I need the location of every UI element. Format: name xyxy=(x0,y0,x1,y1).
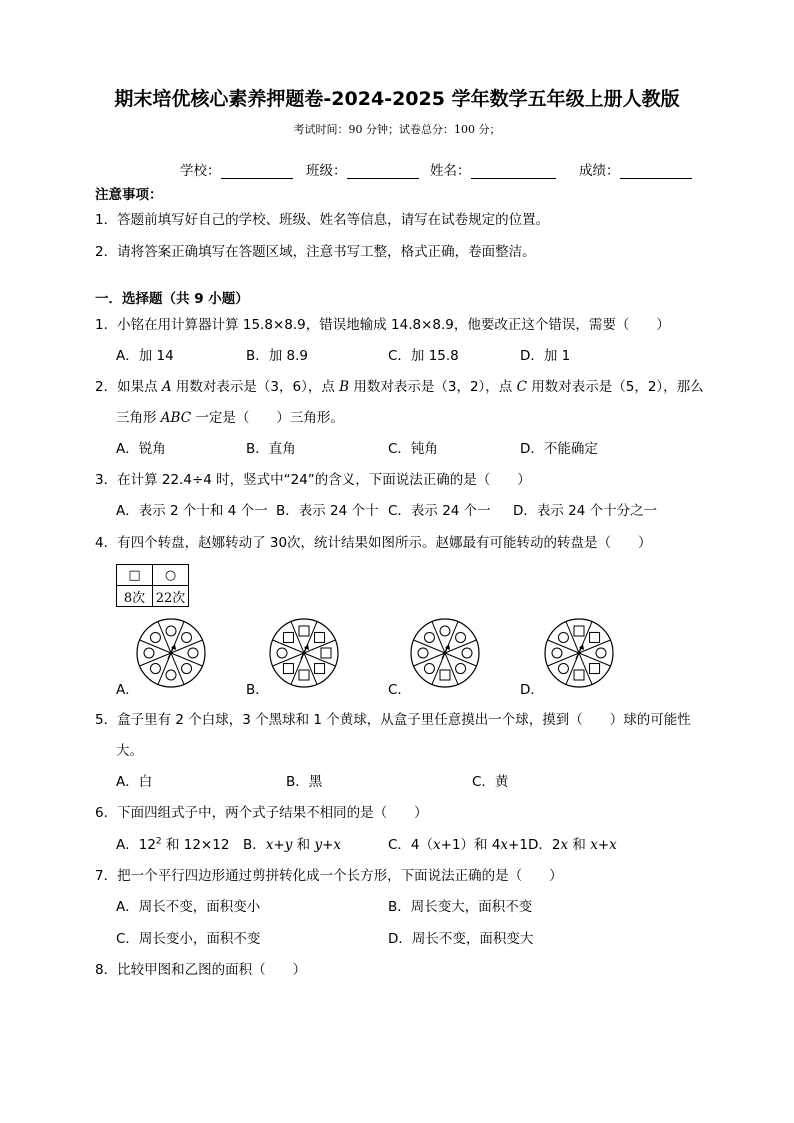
square-icon xyxy=(440,670,450,680)
circle-icon xyxy=(440,626,450,636)
square-icon xyxy=(299,626,309,636)
q6-text: 和 xyxy=(292,837,315,853)
q6-text: + xyxy=(322,837,334,853)
section-heading: 一．选择题（共 9 小题） xyxy=(95,291,249,307)
q2-text: 用数对表示是（3，6），点 xyxy=(171,379,340,395)
q6-text: 和 xyxy=(568,837,591,853)
q2-option-c[interactable]: C．钝角 xyxy=(388,441,438,457)
q4-option-b[interactable]: B． xyxy=(246,682,269,698)
spinner-b xyxy=(269,618,339,688)
q6-var: x xyxy=(433,837,441,853)
school-label: 学校： xyxy=(180,163,221,179)
spinner-a xyxy=(136,618,206,688)
q6-var: y xyxy=(284,837,293,853)
circle-icon xyxy=(424,664,434,674)
q2-option-b[interactable]: B．直角 xyxy=(246,441,296,457)
notice-heading: 注意事项： xyxy=(95,187,163,203)
circle-icon xyxy=(182,664,192,674)
circle-icon: ○ xyxy=(153,565,189,586)
square-count: 8次 xyxy=(117,586,153,607)
q3-option-c[interactable]: C．表示 24 个一 xyxy=(388,503,491,519)
circle-icon xyxy=(166,626,176,636)
q2-text: 一定是（ ）三角形。 xyxy=(191,410,344,426)
name-blank[interactable] xyxy=(471,164,556,179)
circle-icon xyxy=(462,648,472,658)
q6-var: y xyxy=(314,837,323,853)
q2-point-c: C xyxy=(516,379,527,395)
circle-icon xyxy=(596,648,606,658)
q2-point-b: B xyxy=(339,379,350,395)
q8-stem: 8．比较甲图和乙图的面积（ ） xyxy=(95,962,307,978)
circle-icon xyxy=(144,648,154,658)
class-field xyxy=(306,159,419,179)
q1-option-d[interactable]: D．加 1 xyxy=(520,348,571,364)
q7-option-a[interactable]: A．周长不变，面积变小 xyxy=(116,899,261,915)
circle-icon xyxy=(277,648,287,658)
q4-option-c[interactable]: C． xyxy=(388,682,411,698)
q4-option-d[interactable]: D． xyxy=(520,682,544,698)
square-icon xyxy=(283,664,293,674)
square-icon xyxy=(574,670,584,680)
q6-option-a[interactable] xyxy=(116,833,229,853)
q6-text: + xyxy=(273,837,285,853)
q2-option-a[interactable]: A．锐角 xyxy=(116,441,166,457)
circle-icon xyxy=(552,648,562,658)
q3-option-d[interactable]: D．表示 24 个十分之一 xyxy=(513,503,658,519)
circle-icon xyxy=(150,664,160,674)
q3-option-a[interactable]: A．表示 2 个十和 4 个一 xyxy=(116,503,268,519)
square-icon xyxy=(321,648,331,658)
q4-option-a[interactable]: A． xyxy=(116,682,139,698)
score-label: 成绩： xyxy=(579,163,620,179)
q6-stem: 6．下面四组式子中，两个式子结果不相同的是（ ） xyxy=(95,805,428,821)
square-icon: □ xyxy=(117,565,153,586)
circle-icon xyxy=(418,648,428,658)
q2-text: 三角形 xyxy=(116,410,161,426)
q6-text: D．2 xyxy=(528,837,561,853)
circle-count: 22次 xyxy=(153,586,189,607)
q2-option-d[interactable]: D．不能确定 xyxy=(520,441,598,457)
circle-icon xyxy=(456,664,466,674)
q7-option-c[interactable]: C．周长变小，面积不变 xyxy=(116,931,261,947)
circle-icon xyxy=(558,632,568,642)
circle-icon xyxy=(558,664,568,674)
q2-stem-line1 xyxy=(95,375,704,395)
q6-text: C．4（ xyxy=(388,837,434,853)
q6-option-b[interactable] xyxy=(243,833,341,853)
q3-stem: 3．在计算 22.4÷4 时，竖式中“24”的含义，下面说法正确的是（ ） xyxy=(95,472,531,488)
school-blank[interactable] xyxy=(221,164,293,179)
circle-icon xyxy=(182,632,192,642)
q5-option-a[interactable]: A．白 xyxy=(116,774,153,790)
q6-option-c[interactable] xyxy=(388,833,528,853)
exam-subtitle: 考试时间：90 分钟；试卷总分：100 分； xyxy=(293,123,501,136)
name-field xyxy=(430,159,556,179)
q7-option-b[interactable]: B．周长变大，面积不变 xyxy=(388,899,533,915)
square-icon xyxy=(299,670,309,680)
circle-icon xyxy=(166,670,176,680)
q7-stem: 7．把一个平行四边形通过剪拼转化成一个长方形，下面说法正确的是（ ） xyxy=(95,868,563,884)
page-title: 期末培优核心素养押题卷-2024-2025 学年数学五年级上册人教版 xyxy=(114,88,680,110)
q6-var: x xyxy=(590,837,598,853)
square-icon xyxy=(315,632,325,642)
q2-text: 用数对表示是（3，2），点 xyxy=(349,379,517,395)
score-field xyxy=(579,159,692,179)
circle-icon xyxy=(456,632,466,642)
q7-option-d[interactable]: D．周长不变，面积变大 xyxy=(388,931,534,947)
q2-triangle-abc: ABC xyxy=(160,410,192,426)
q1-option-c[interactable]: C．加 15.8 xyxy=(388,348,459,364)
q6-text: A．12 xyxy=(116,837,156,853)
q6-text: 和 12×12 xyxy=(161,837,230,853)
square-icon xyxy=(590,664,600,674)
class-blank[interactable] xyxy=(347,164,419,179)
q5-option-c[interactable]: C．黄 xyxy=(472,774,509,790)
q2-point-a: A xyxy=(161,379,172,395)
class-label: 班级： xyxy=(306,163,347,179)
q5-stem-line1: 5．盒子里有 2 个白球，3 个黑球和 1 个黄球，从盒子里任意摸出一个球，摸到（ ）球的可能性 xyxy=(95,712,691,728)
q2-text: 2．如果点 xyxy=(95,379,162,395)
q6-var: x xyxy=(265,837,274,853)
circle-icon xyxy=(150,632,160,642)
q5-stem-line2: 大。 xyxy=(116,743,143,759)
square-icon xyxy=(283,632,293,642)
q6-var: x xyxy=(333,837,342,853)
q6-text: +1 xyxy=(508,837,528,853)
q6-text: B． xyxy=(243,837,266,853)
q6-text: +1）和 4 xyxy=(440,837,501,853)
circle-icon xyxy=(188,648,198,658)
square-icon xyxy=(315,664,325,674)
square-icon xyxy=(574,626,584,636)
q6-var: x xyxy=(560,837,569,853)
q4-stem: 4．有四个转盘，赵娜转动了 30次，统计结果如图所示。赵娜最有可能转动的转盘是（ ） xyxy=(95,535,652,551)
score-blank[interactable] xyxy=(620,164,692,179)
q1-option-b[interactable]: B．加 8.9 xyxy=(246,348,309,364)
q1-stem: 1．小铭在用计算器计算 15.8×8.9，错误地输成 14.8×8.9，他要改正这个错误，需要（ ） xyxy=(95,317,670,333)
school-field xyxy=(180,159,293,179)
q6-var: x xyxy=(609,837,617,853)
q4-stat-table xyxy=(116,564,189,607)
q1-option-a[interactable]: A．加 14 xyxy=(116,348,174,364)
q3-option-b[interactable]: B．表示 24 个十 xyxy=(276,503,379,519)
notice-item: 1．答题前填写好自己的学校、班级、姓名等信息，请写在试卷规定的位置。 xyxy=(95,212,550,228)
q2-stem-line2 xyxy=(116,406,344,426)
q5-option-b[interactable]: B．黑 xyxy=(286,774,323,790)
q6-option-d[interactable] xyxy=(528,833,617,853)
spinner-d xyxy=(544,618,614,688)
q6-text: + xyxy=(597,837,610,853)
name-label: 姓名： xyxy=(430,163,471,179)
notice-item: 2．请将答案正确填写在答题区域，注意书写工整，格式正确，卷面整洁。 xyxy=(95,244,536,260)
q6-var: x xyxy=(500,837,509,853)
spinner-c xyxy=(410,618,480,688)
square-icon xyxy=(590,632,600,642)
q6-exponent: 2 xyxy=(155,836,162,847)
q2-text: 用数对表示是（5，2），那么 xyxy=(526,379,704,395)
circle-icon xyxy=(424,632,434,642)
